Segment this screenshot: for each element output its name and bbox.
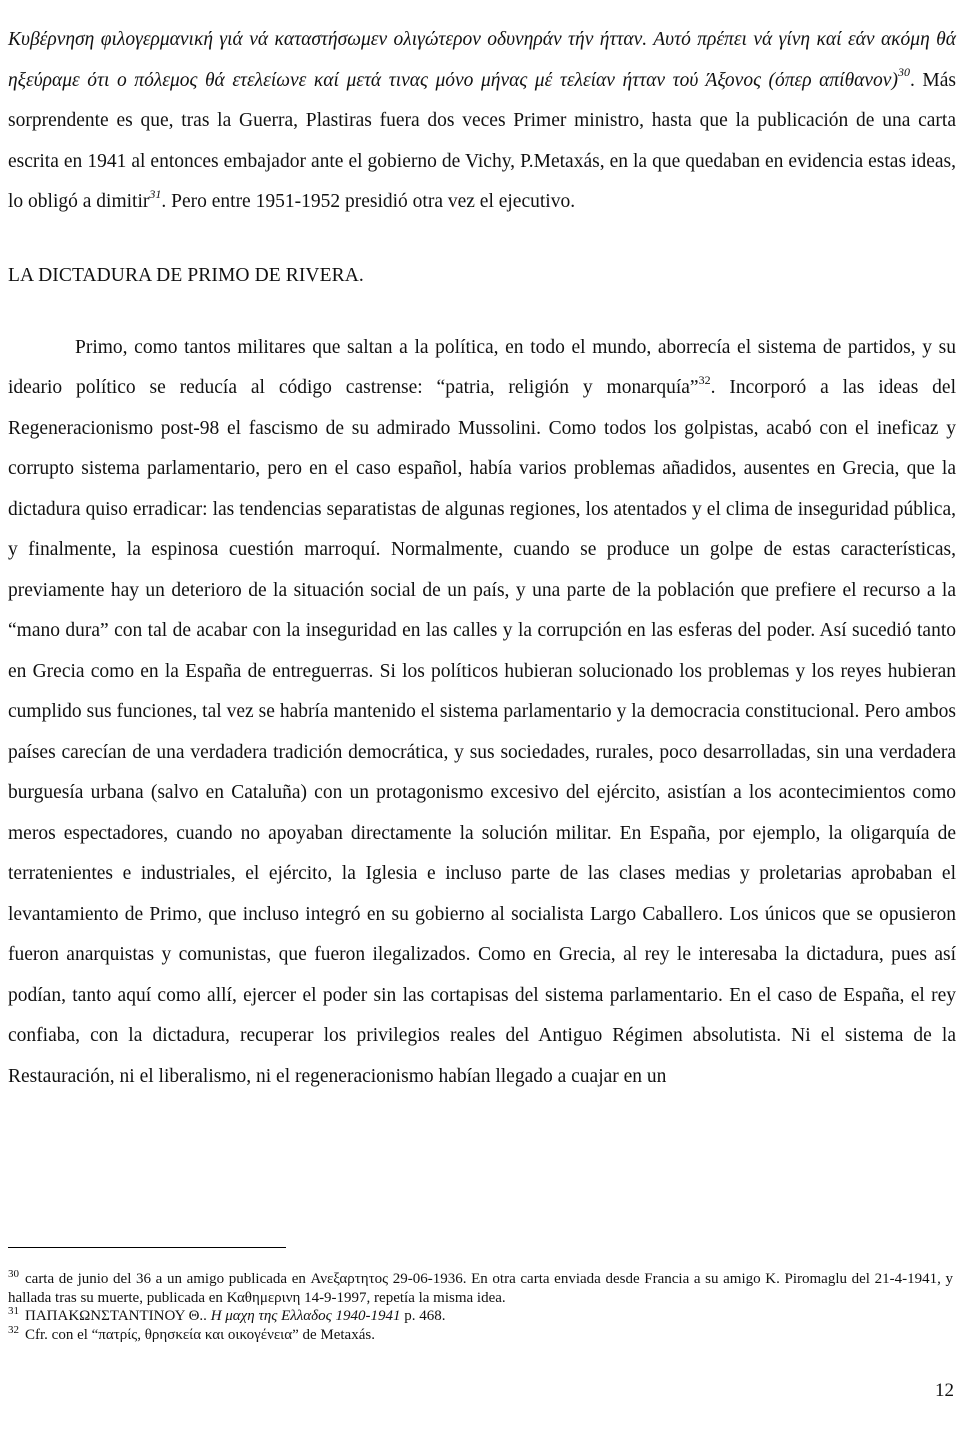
footnote-number: 31: [8, 1305, 19, 1317]
footnote-ref-30[interactable]: 30: [897, 65, 910, 79]
footnote-ref-31[interactable]: 31: [149, 186, 162, 201]
main-text-b: . Incorporó a las ideas del Regeneracionismo post-98 el fascismo de su admirado Mussolini. Como todos los golpistas, acabó con el ineficaz y corrupto sistema parlamentario, pero en el caso español, había varios problemas añadidos, ausentes en Grecia, que la dictadura quiso erradicar: las tendencias separatistas de algunas regiones, los atentados y el clima de inseguridad pública, y finalmente, la espinosa cuestión marroquí. Normalmente, cuando se produce un golpe de estas características, previamente hay un deterioro de la situación social de un país, y una parte de la población que prefiere el recurso a la “mano dura” con tal de acabar con la inseguridad en las calles y la corrupción en las esferas del poder. Así sucedió tanto en Grecia como en la España de entreguerras. Si los políticos hubieran solucionado los problemas y los reyes hubieran cumplido sus funciones, tal vez se habría mantenido el sistema parlamentario y la democracia constitucional. Pero ambos países carecían de una verdadera tradición democrática, y sus sociedades, rurales, poco desarrolladas, sin una verdadera burguesía urbana (salvo en Cataluña) con un protagonismo excesivo del ejército, asistían a los acontecimientos como meros espectadores, cuando no apoyaban directamente la solución militar. En España, por ejemplo, la oligarquía de terratenientes e industriales, el ejército, la Iglesia e incluso parte de las clases medias y proletarias aprobaban el levantamiento de Primo, que incluso integró en su gobierno al socialista Largo Caballero. Los únicos que se opusieron fueron anarquistas y comunistas, que fueron ilegalizados. Como en Grecia, al rey le interesaba la dictadura, pues así podían, tanto aquí como allí, ejercer el poder sin las cortapisas del sistema parlamentario. En el caso de España, el rey confiaba, con la dictadura, recuperar los privilegios reales del Antiguo Régimen absolutista. Ni el sistema de la Restauración, ni el liberalismo, ni el regeneracionismo habían llegado a cuajar en un: [8, 377, 956, 1087]
document-page: [8, 0, 956, 1097]
intro-paragraph: [8, 20, 956, 223]
footnote-31: [8, 1307, 953, 1326]
footnotes-section: [8, 1270, 953, 1344]
footnote-number: 30: [8, 1268, 19, 1280]
footnote-text-end: p. 468.: [400, 1308, 446, 1324]
footnote-32: [8, 1323, 953, 1345]
intro-text-b: . Pero entre 1951-1952 presidió otra vez el ejecutivo.: [161, 191, 576, 212]
footnote-ref-32[interactable]: 32: [698, 372, 711, 387]
footnote-book-title: Η μαχη της Ελλαδος 1940-1941: [210, 1308, 401, 1324]
greek-quote: Κυβέρνηση φιλογερμανική γιά νά καταστήσωμεν ολιγώτερον οδυνηράν τήν ήτταν. Αυτό πρέπει νά γίνη καί εάν ακόμη θά ηξεύραμε ότι ο πόλεμος θά ετελείωνε καί μετά τινας μόνο μήνας μέ τελείαν ήτταν τού Άξονος (όπερ απίθανον): [8, 29, 956, 91]
footnote-text: ΠΑΠΑΚΩΝΣΤΑΝΤΙΝΟΥ Θ..: [25, 1308, 211, 1324]
footnote-separator: [8, 1247, 286, 1248]
main-paragraph: [8, 328, 956, 1098]
page-number: 12: [935, 1380, 954, 1401]
footnote-number: 32: [8, 1323, 19, 1336]
intro-text-a: . Más sorprendente es que, tras la Guerra, Plastiras fuera dos veces Primer ministro, hasta que la publicación de una carta escrita en 1941 al entonces embajador ante el gobierno de Vichy, P.Metaxás, en la que quedaban en evidencia estas ideas, lo obligó a dimitir: [8, 69, 956, 212]
section-heading: LA DICTADURA DE PRIMO DE RIVERA.: [8, 264, 364, 286]
footnote-30: [8, 1270, 953, 1307]
footnote-text: Cfr. con el “πατρίς, θρησκεία και οικογένεια” de Metaxás.: [25, 1326, 375, 1343]
footnote-text: carta de junio del 36 a un amigo publicada en Ανεξαρτητος 29-06-1936. En otra carta enviada desde Francia a su amigo K. Piromaglu del 21-4-1941, y hallada tras su muerte, publicada en Καθημερινη 14-9-1997, repetía la misma idea.: [8, 1271, 953, 1306]
main-text-a: Primo, como tantos militares que saltan a la política, en todo el mundo, aborrecía el sistema de partidos, y su ideario político se reducía al código castrense: “patria, religión y monarquía”: [8, 336, 956, 398]
